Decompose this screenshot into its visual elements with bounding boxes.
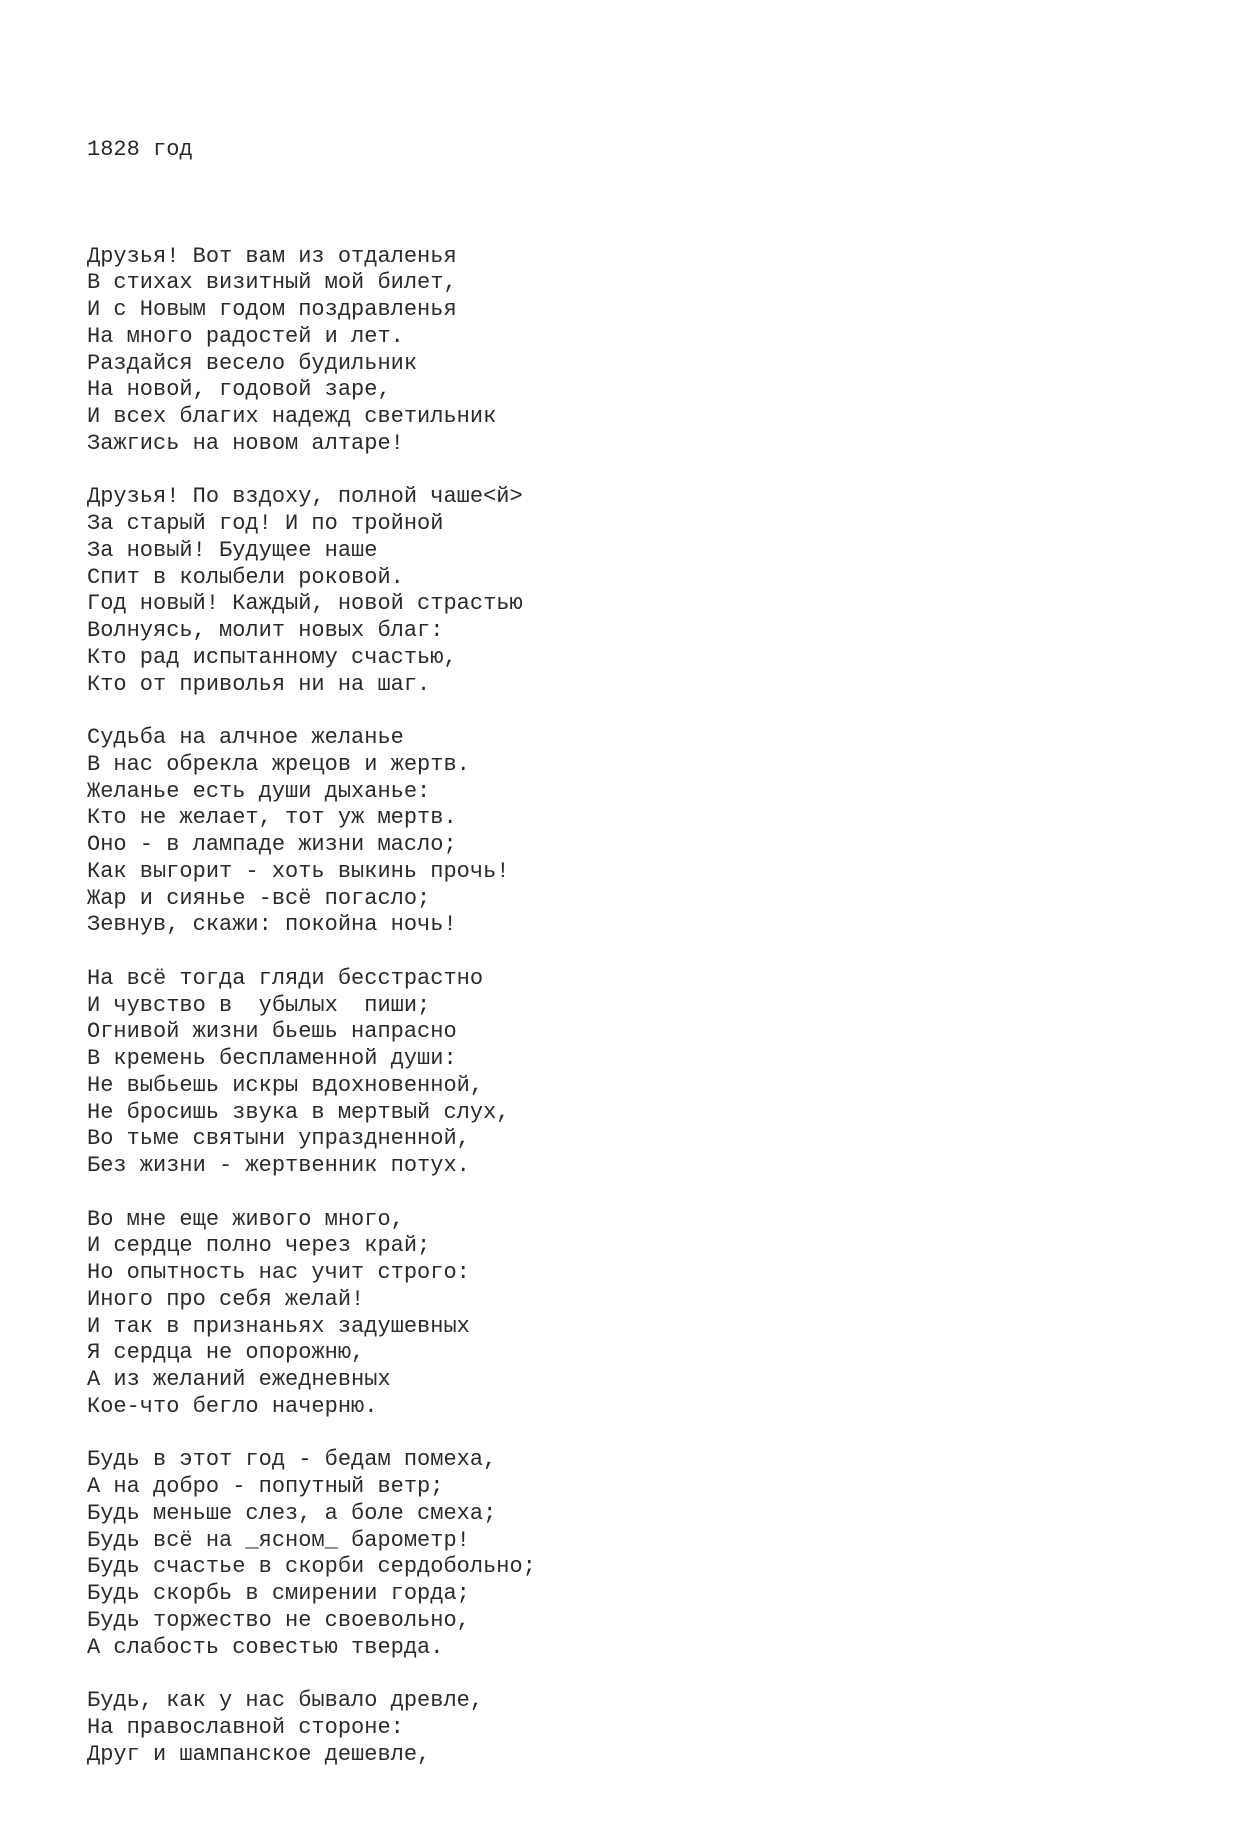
poem-line: Судьба на алчное желанье [87, 725, 404, 750]
poem-line: Иного про себя желай! [87, 1286, 365, 1312]
poem-line: Как выгорит - хоть выкинь прочь! [87, 858, 510, 884]
poem-line: Будь счастье в скорби сердобольно; [87, 1554, 536, 1580]
poem-line: И всех благих надежд светильник [87, 404, 497, 429]
blank-line [87, 1180, 536, 1207]
poem-line: Друзья! Вот вам из отдаленья [87, 243, 457, 269]
poem-line: А из желаний ежедневных [87, 1367, 391, 1392]
poem-line: Будь, как у нас бывало древле, [87, 1688, 484, 1713]
poem-line: Зевнув, скажи: покойна ночь! [87, 912, 457, 938]
poem-line: Огнивой жизни бьешь напрасно [87, 1019, 457, 1045]
poem-body [87, 217, 536, 1769]
blank-line [87, 1661, 536, 1688]
poem-line: Будь торжество не своевольно, [87, 1607, 470, 1633]
blank-line [87, 1421, 536, 1448]
poem-line: За старый год! И по тройной [87, 511, 444, 536]
poem-line: На много радостей и лет. [87, 323, 404, 349]
poem-heading: 1828 год [87, 136, 193, 162]
poem-line: За новый! Будущее наше [87, 537, 378, 563]
poem-line: Я сердца не опорожню, [87, 1340, 365, 1366]
poem-line: На православной стороне: [87, 1714, 404, 1740]
poem-line: Не бросишь звука в мертвый слух, [87, 1099, 510, 1125]
poem-line: Спит в колыбели роковой. [87, 564, 404, 590]
blank-line [87, 939, 536, 966]
poem-line: Желанье есть души дыханье: [87, 778, 431, 804]
poem-line: На всё тогда гляди бесстрастно [87, 965, 484, 991]
poem-line: И с Новым годом поздравленья [87, 297, 457, 322]
poem-line: Друг и шампанское дешевле, [87, 1741, 431, 1767]
poem-line: Кто рад испытанному счастью, [87, 644, 457, 670]
poem-line: На новой, годовой заре, [87, 377, 391, 403]
poem-line: Будь всё на _ясном_ барометр! [87, 1527, 470, 1553]
poem-line: Но опытность нас учит строго: [87, 1260, 470, 1285]
poem-line: И сердце полно через край; [87, 1233, 431, 1259]
poem-line: В стихах визитный мой билет, [87, 270, 457, 296]
poem-line: Волнуясь, молит новых благ: [87, 618, 444, 643]
poem-line: Будь скорбь в смирении горда; [87, 1581, 470, 1606]
poem-line: В нас обрекла жрецов и жертв. [87, 751, 470, 777]
poem-line: Оно - в лампаде жизни масло; [87, 832, 457, 857]
poem-line: А на добро - попутный ветр; [87, 1474, 444, 1499]
poem-line: Будь в этот год - бедам помеха, [87, 1447, 497, 1473]
blank-line [87, 698, 536, 725]
blank-line [87, 458, 536, 485]
poem-line: Жар и сиянье -всё погасло; [87, 885, 431, 911]
poem-line: Зажгись на новом алтаре! [87, 430, 404, 456]
poem-line: Во тьме святыни упраздненной, [87, 1126, 470, 1152]
poem-line: И чувство в убылых пиши; [87, 992, 431, 1018]
poem-line: Кто от приволья ни на шаг. [87, 671, 431, 697]
poem-line: Во мне еще живого много, [87, 1206, 404, 1232]
poem-line: Не выбьешь искры вдохновенной, [87, 1072, 484, 1098]
poem-line: В кремень беспламенной души: [87, 1046, 457, 1071]
blank-line [87, 217, 536, 244]
poem-text [87, 83, 536, 1822]
poem-line: Друзья! По вздоху, полной чаше<й> [87, 484, 523, 510]
poem-line: Кое-что бегло начерню. [87, 1393, 378, 1419]
poem-line: И так в признаньях задушевных [87, 1313, 470, 1339]
poem-line: Без жизни - жертвенник потух. [87, 1153, 470, 1178]
poem-line: Раздайся весело будильник [87, 350, 418, 376]
poem-line: А слабость совестью тверда. [87, 1634, 444, 1660]
poem-line: Кто не желает, тот уж мертв. [87, 805, 457, 831]
poem-line: Будь меньше слез, а боле смеха; [87, 1500, 497, 1526]
poem-line: Год новый! Каждый, новой страстью [87, 591, 523, 617]
